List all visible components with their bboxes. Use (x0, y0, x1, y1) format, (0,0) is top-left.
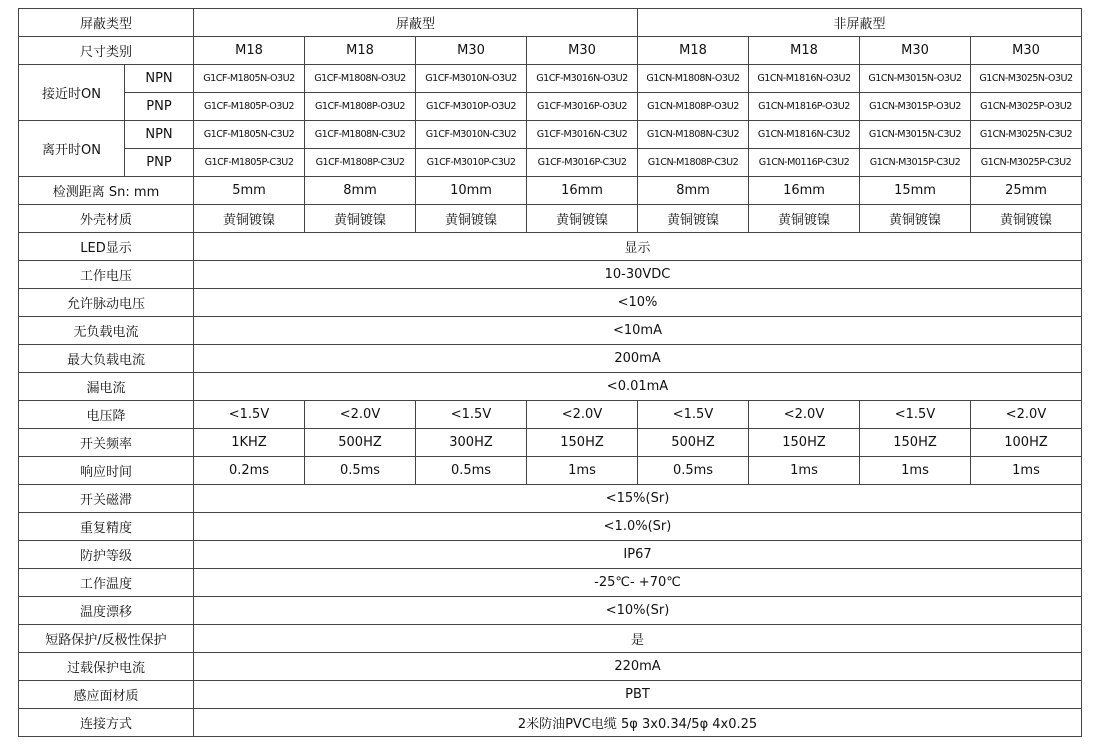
spec-row (19, 345, 1082, 373)
spec-value-merged: <0.01mA (194, 373, 1082, 401)
spec-row (19, 681, 1082, 709)
spec-table-body (19, 9, 1082, 737)
model-row (19, 93, 1082, 121)
spec-value-cell: 150HZ (527, 429, 638, 457)
model-number-cell: G1CF-M1808N-C3U2 (305, 121, 416, 149)
spec-value-cell: 黄铜镀镍 (194, 205, 305, 233)
size-cell: M30 (971, 37, 1082, 65)
spec-row (19, 373, 1082, 401)
spec-value-merged: 2米防油PVC电缆 5φ 3x0.34/5φ 4x0.25 (194, 709, 1082, 737)
spec-value-cell: 1ms (749, 457, 860, 485)
spec-label: 短路保护/反极性保护 (19, 625, 194, 653)
output-type-label: PNP (125, 149, 194, 177)
spec-row (19, 625, 1082, 653)
spec-row (19, 429, 1082, 457)
spec-value-cell: 100HZ (971, 429, 1082, 457)
header-row-size (19, 37, 1082, 65)
spec-value-cell: 1ms (971, 457, 1082, 485)
output-mode-label: 接近时ON (19, 65, 125, 121)
spec-value-cell: 黄铜镀镍 (527, 205, 638, 233)
spec-value-cell: 黄铜镀镍 (749, 205, 860, 233)
spec-label: 响应时间 (19, 457, 194, 485)
spec-label: 允许脉动电压 (19, 289, 194, 317)
model-number-cell: G1CF-M1805P-C3U2 (194, 149, 305, 177)
spec-value-cell: 0.2ms (194, 457, 305, 485)
spec-row (19, 289, 1082, 317)
spec-label: 温度漂移 (19, 597, 194, 625)
spec-value-cell: <2.0V (305, 401, 416, 429)
model-number-cell: G1CN-M3025P-O3U2 (971, 93, 1082, 121)
spec-value-cell: 150HZ (860, 429, 971, 457)
spec-value-merged: PBT (194, 681, 1082, 709)
spec-label: 外壳材质 (19, 205, 194, 233)
spec-label: 连接方式 (19, 709, 194, 737)
spec-row (19, 457, 1082, 485)
model-number-cell: G1CN-M3015P-C3U2 (860, 149, 971, 177)
spec-label: 电压降 (19, 401, 194, 429)
output-type-label: NPN (125, 65, 194, 93)
spec-value-cell: 1ms (860, 457, 971, 485)
spec-row (19, 205, 1082, 233)
size-cell: M30 (527, 37, 638, 65)
spec-value-cell: 15mm (860, 177, 971, 205)
model-row (19, 149, 1082, 177)
model-number-cell: G1CN-M0116P-C3U2 (749, 149, 860, 177)
spec-value-cell: <2.0V (749, 401, 860, 429)
header-row-shield-type (19, 9, 1082, 37)
spec-value-cell: 500HZ (305, 429, 416, 457)
spec-row (19, 541, 1082, 569)
shield-type-label: 屏蔽类型 (19, 9, 194, 37)
spec-label: 感应面材质 (19, 681, 194, 709)
spec-value-cell: <1.5V (416, 401, 527, 429)
spec-value-merged: 显示 (194, 233, 1082, 261)
model-number-cell: G1CN-M1808N-C3U2 (638, 121, 749, 149)
spec-value-cell: 150HZ (749, 429, 860, 457)
model-number-cell: G1CN-M3025N-C3U2 (971, 121, 1082, 149)
spec-value-cell: 10mm (416, 177, 527, 205)
spec-row (19, 233, 1082, 261)
spec-value-merged: 220mA (194, 653, 1082, 681)
spec-label: LED显示 (19, 233, 194, 261)
spec-row (19, 597, 1082, 625)
spec-value-merged: <15%(Sr) (194, 485, 1082, 513)
model-number-cell: G1CF-M3010P-C3U2 (416, 149, 527, 177)
model-number-cell: G1CN-M1808P-O3U2 (638, 93, 749, 121)
output-type-label: NPN (125, 121, 194, 149)
spec-value-cell: 25mm (971, 177, 1082, 205)
model-number-cell: G1CF-M3016P-O3U2 (527, 93, 638, 121)
spec-value-cell: 黄铜镀镍 (971, 205, 1082, 233)
spec-value-cell: <1.5V (194, 401, 305, 429)
spec-label: 漏电流 (19, 373, 194, 401)
model-number-cell: G1CN-M3025N-O3U2 (971, 65, 1082, 93)
model-number-cell: G1CF-M3016N-C3U2 (527, 121, 638, 149)
spec-value-cell: 300HZ (416, 429, 527, 457)
spec-value-cell: 黄铜镀镍 (416, 205, 527, 233)
spec-value-cell: 8mm (305, 177, 416, 205)
spec-value-cell: <2.0V (971, 401, 1082, 429)
spec-label: 无负载电流 (19, 317, 194, 345)
spec-value-cell: 0.5ms (305, 457, 416, 485)
spec-row (19, 513, 1082, 541)
spec-table (18, 8, 1082, 737)
spec-row (19, 401, 1082, 429)
spec-row (19, 261, 1082, 289)
size-cell: M30 (416, 37, 527, 65)
spec-value-cell: <1.5V (860, 401, 971, 429)
model-number-cell: G1CN-M3025P-C3U2 (971, 149, 1082, 177)
size-label: 尺寸类别 (19, 37, 194, 65)
model-number-cell: G1CF-M1808P-O3U2 (305, 93, 416, 121)
spec-value-cell: 500HZ (638, 429, 749, 457)
spec-label: 开关磁滞 (19, 485, 194, 513)
spec-row (19, 569, 1082, 597)
spec-value-merged: IP67 (194, 541, 1082, 569)
spec-value-merged: -25℃- +70℃ (194, 569, 1082, 597)
spec-value-cell: 0.5ms (638, 457, 749, 485)
spec-value-merged: <10%(Sr) (194, 597, 1082, 625)
spec-label: 开关频率 (19, 429, 194, 457)
model-number-cell: G1CF-M3010N-O3U2 (416, 65, 527, 93)
model-number-cell: G1CN-M1816N-C3U2 (749, 121, 860, 149)
spec-label: 检测距离 Sn: mm (19, 177, 194, 205)
spec-label: 过载保护电流 (19, 653, 194, 681)
spec-value-cell: 16mm (527, 177, 638, 205)
spec-value-cell: 0.5ms (416, 457, 527, 485)
size-cell: M18 (305, 37, 416, 65)
size-cell: M18 (194, 37, 305, 65)
model-number-cell: G1CF-M1808P-C3U2 (305, 149, 416, 177)
model-number-cell: G1CN-M1808N-O3U2 (638, 65, 749, 93)
spec-label: 防护等级 (19, 541, 194, 569)
spec-value-cell: 16mm (749, 177, 860, 205)
size-cell: M18 (638, 37, 749, 65)
spec-row (19, 485, 1082, 513)
shielded-header: 屏蔽型 (194, 9, 638, 37)
spec-value-cell: 5mm (194, 177, 305, 205)
spec-value-merged: <10mA (194, 317, 1082, 345)
spec-row (19, 709, 1082, 737)
model-row (19, 65, 1082, 93)
spec-value-cell: 8mm (638, 177, 749, 205)
spec-value-merged: <1.0%(Sr) (194, 513, 1082, 541)
spec-row (19, 653, 1082, 681)
spec-value-cell: 1ms (527, 457, 638, 485)
size-cell: M18 (749, 37, 860, 65)
model-number-cell: G1CN-M1808P-C3U2 (638, 149, 749, 177)
model-number-cell: G1CF-M1805N-C3U2 (194, 121, 305, 149)
model-number-cell: G1CF-M3010P-O3U2 (416, 93, 527, 121)
model-number-cell: G1CN-M3015N-O3U2 (860, 65, 971, 93)
spec-value-cell: 黄铜镀镍 (860, 205, 971, 233)
model-number-cell: G1CN-M3015N-C3U2 (860, 121, 971, 149)
spec-label: 重复精度 (19, 513, 194, 541)
spec-label: 最大负载电流 (19, 345, 194, 373)
model-number-cell: G1CF-M3016P-C3U2 (527, 149, 638, 177)
model-number-cell: G1CF-M3010N-C3U2 (416, 121, 527, 149)
spec-value-cell: 1KHZ (194, 429, 305, 457)
spec-value-cell: 黄铜镀镍 (305, 205, 416, 233)
spec-value-cell: <2.0V (527, 401, 638, 429)
size-cell: M30 (860, 37, 971, 65)
model-number-cell: G1CN-M1816N-O3U2 (749, 65, 860, 93)
model-number-cell: G1CF-M3016N-O3U2 (527, 65, 638, 93)
spec-value-merged: <10% (194, 289, 1082, 317)
model-number-cell: G1CN-M1816P-O3U2 (749, 93, 860, 121)
spec-value-cell: 黄铜镀镍 (638, 205, 749, 233)
spec-value-merged: 10-30VDC (194, 261, 1082, 289)
model-number-cell: G1CF-M1808N-O3U2 (305, 65, 416, 93)
model-number-cell: G1CF-M1805N-O3U2 (194, 65, 305, 93)
spec-row (19, 177, 1082, 205)
model-row (19, 121, 1082, 149)
spec-value-merged: 200mA (194, 345, 1082, 373)
spec-value-cell: <1.5V (638, 401, 749, 429)
unshielded-header: 非屏蔽型 (638, 9, 1082, 37)
output-mode-label: 离开时ON (19, 121, 125, 177)
output-type-label: PNP (125, 93, 194, 121)
spec-label: 工作电压 (19, 261, 194, 289)
spec-label: 工作温度 (19, 569, 194, 597)
spec-row (19, 317, 1082, 345)
spec-value-merged: 是 (194, 625, 1082, 653)
model-number-cell: G1CN-M3015P-O3U2 (860, 93, 971, 121)
model-number-cell: G1CF-M1805P-O3U2 (194, 93, 305, 121)
